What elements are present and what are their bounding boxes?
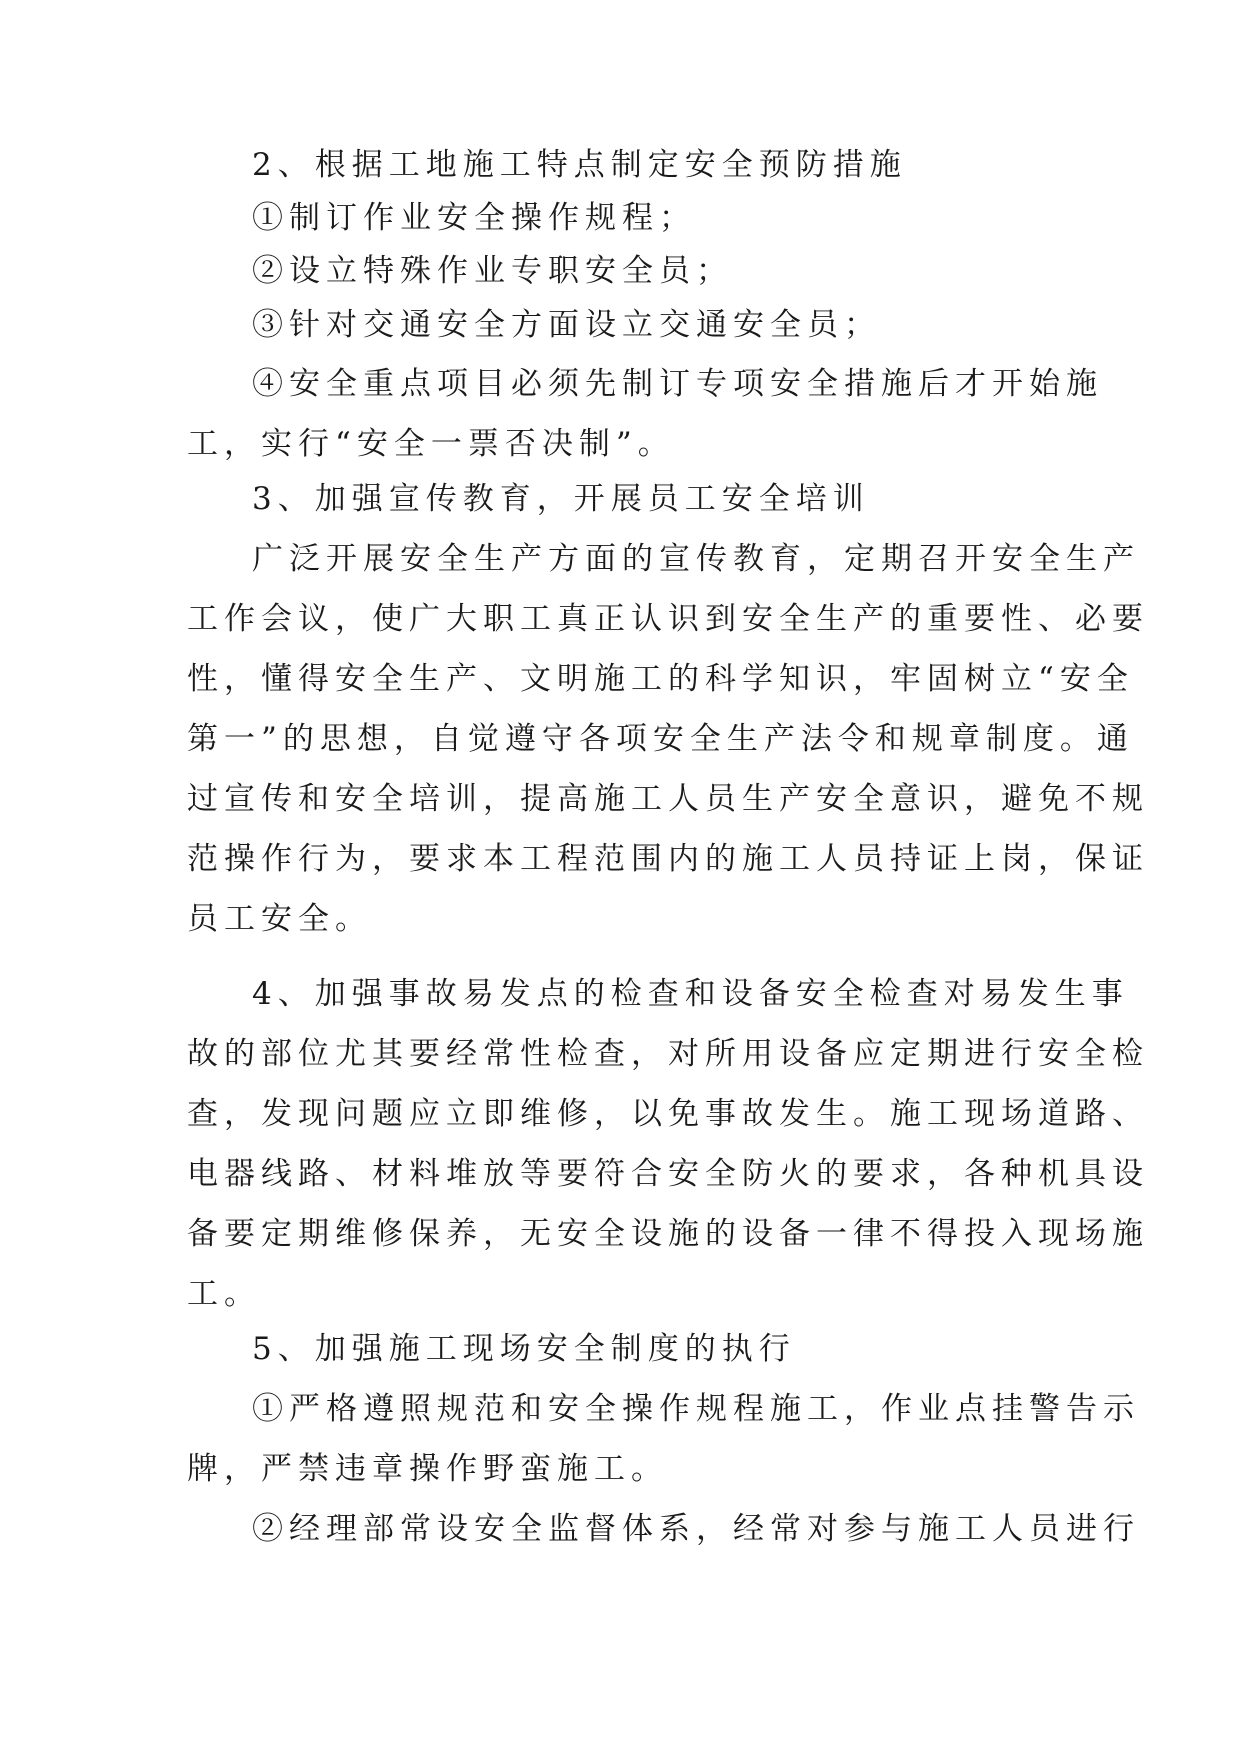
list-item-4: ④安全重点项目必须先制订专项安全措施后才开始施 [252,366,1103,402]
section-heading-2: 2、根据工地施工特点制定安全预防措施 [252,147,907,183]
paragraph-line: 性，懂得安全生产、文明施工的科学知识，牢固树立“安全 [187,661,1134,697]
paragraph-line: 过宣传和安全培训，提高施工人员生产安全意识，避免不规 [187,781,1149,817]
section-heading-4: 4、加强事故易发点的检查和设备安全检查对易发生事 [252,976,1129,1012]
paragraph-line: 广泛开展安全生产方面的宣传教育，定期召开安全生产 [252,541,1140,577]
section-heading-5: 5、加强施工现场安全制度的执行 [252,1331,796,1367]
section-heading-3: 3、加强宣传教育，开展员工安全培训 [252,481,870,517]
list-item-1: ①制订作业安全操作规程； [252,200,696,236]
paragraph-line: 第一”的思想，自觉遵守各项安全生产法令和规章制度。通 [187,721,1134,757]
paragraph-line: 工作会议，使广大职工真正认识到安全生产的重要性、必要 [187,601,1149,637]
list-item-4-cont: 工，实行“安全一票否决制”。 [187,426,675,462]
list-item-1: ①严格遵照规范和安全操作规程施工，作业点挂警告示 [252,1391,1140,1427]
list-item-2: ②设立特殊作业专职安全员； [252,253,733,289]
paragraph-line: 备要定期维修保养，无安全设施的设备一律不得投入现场施 [187,1216,1149,1252]
paragraph-line: 故的部位尤其要经常性检查，对所用设备应定期进行安全检 [187,1036,1149,1072]
paragraph-line: 范操作行为，要求本工程范围内的施工人员持证上岗，保证 [187,841,1149,877]
paragraph-line: 电器线路、材料堆放等要符合安全防火的要求，各种机具设 [187,1156,1149,1192]
list-item-1-cont: 牌，严禁违章操作野蛮施工。 [187,1451,668,1487]
paragraph-line: 工。 [187,1276,261,1312]
list-item-3: ③针对交通安全方面设立交通安全员； [252,307,881,343]
paragraph-line: 查，发现问题应立即维修，以免事故发生。施工现场道路、 [187,1096,1149,1132]
list-item-2: ②经理部常设安全监督体系，经常对参与施工人员进行 [252,1511,1140,1547]
paragraph-line: 员工安全。 [187,901,372,937]
